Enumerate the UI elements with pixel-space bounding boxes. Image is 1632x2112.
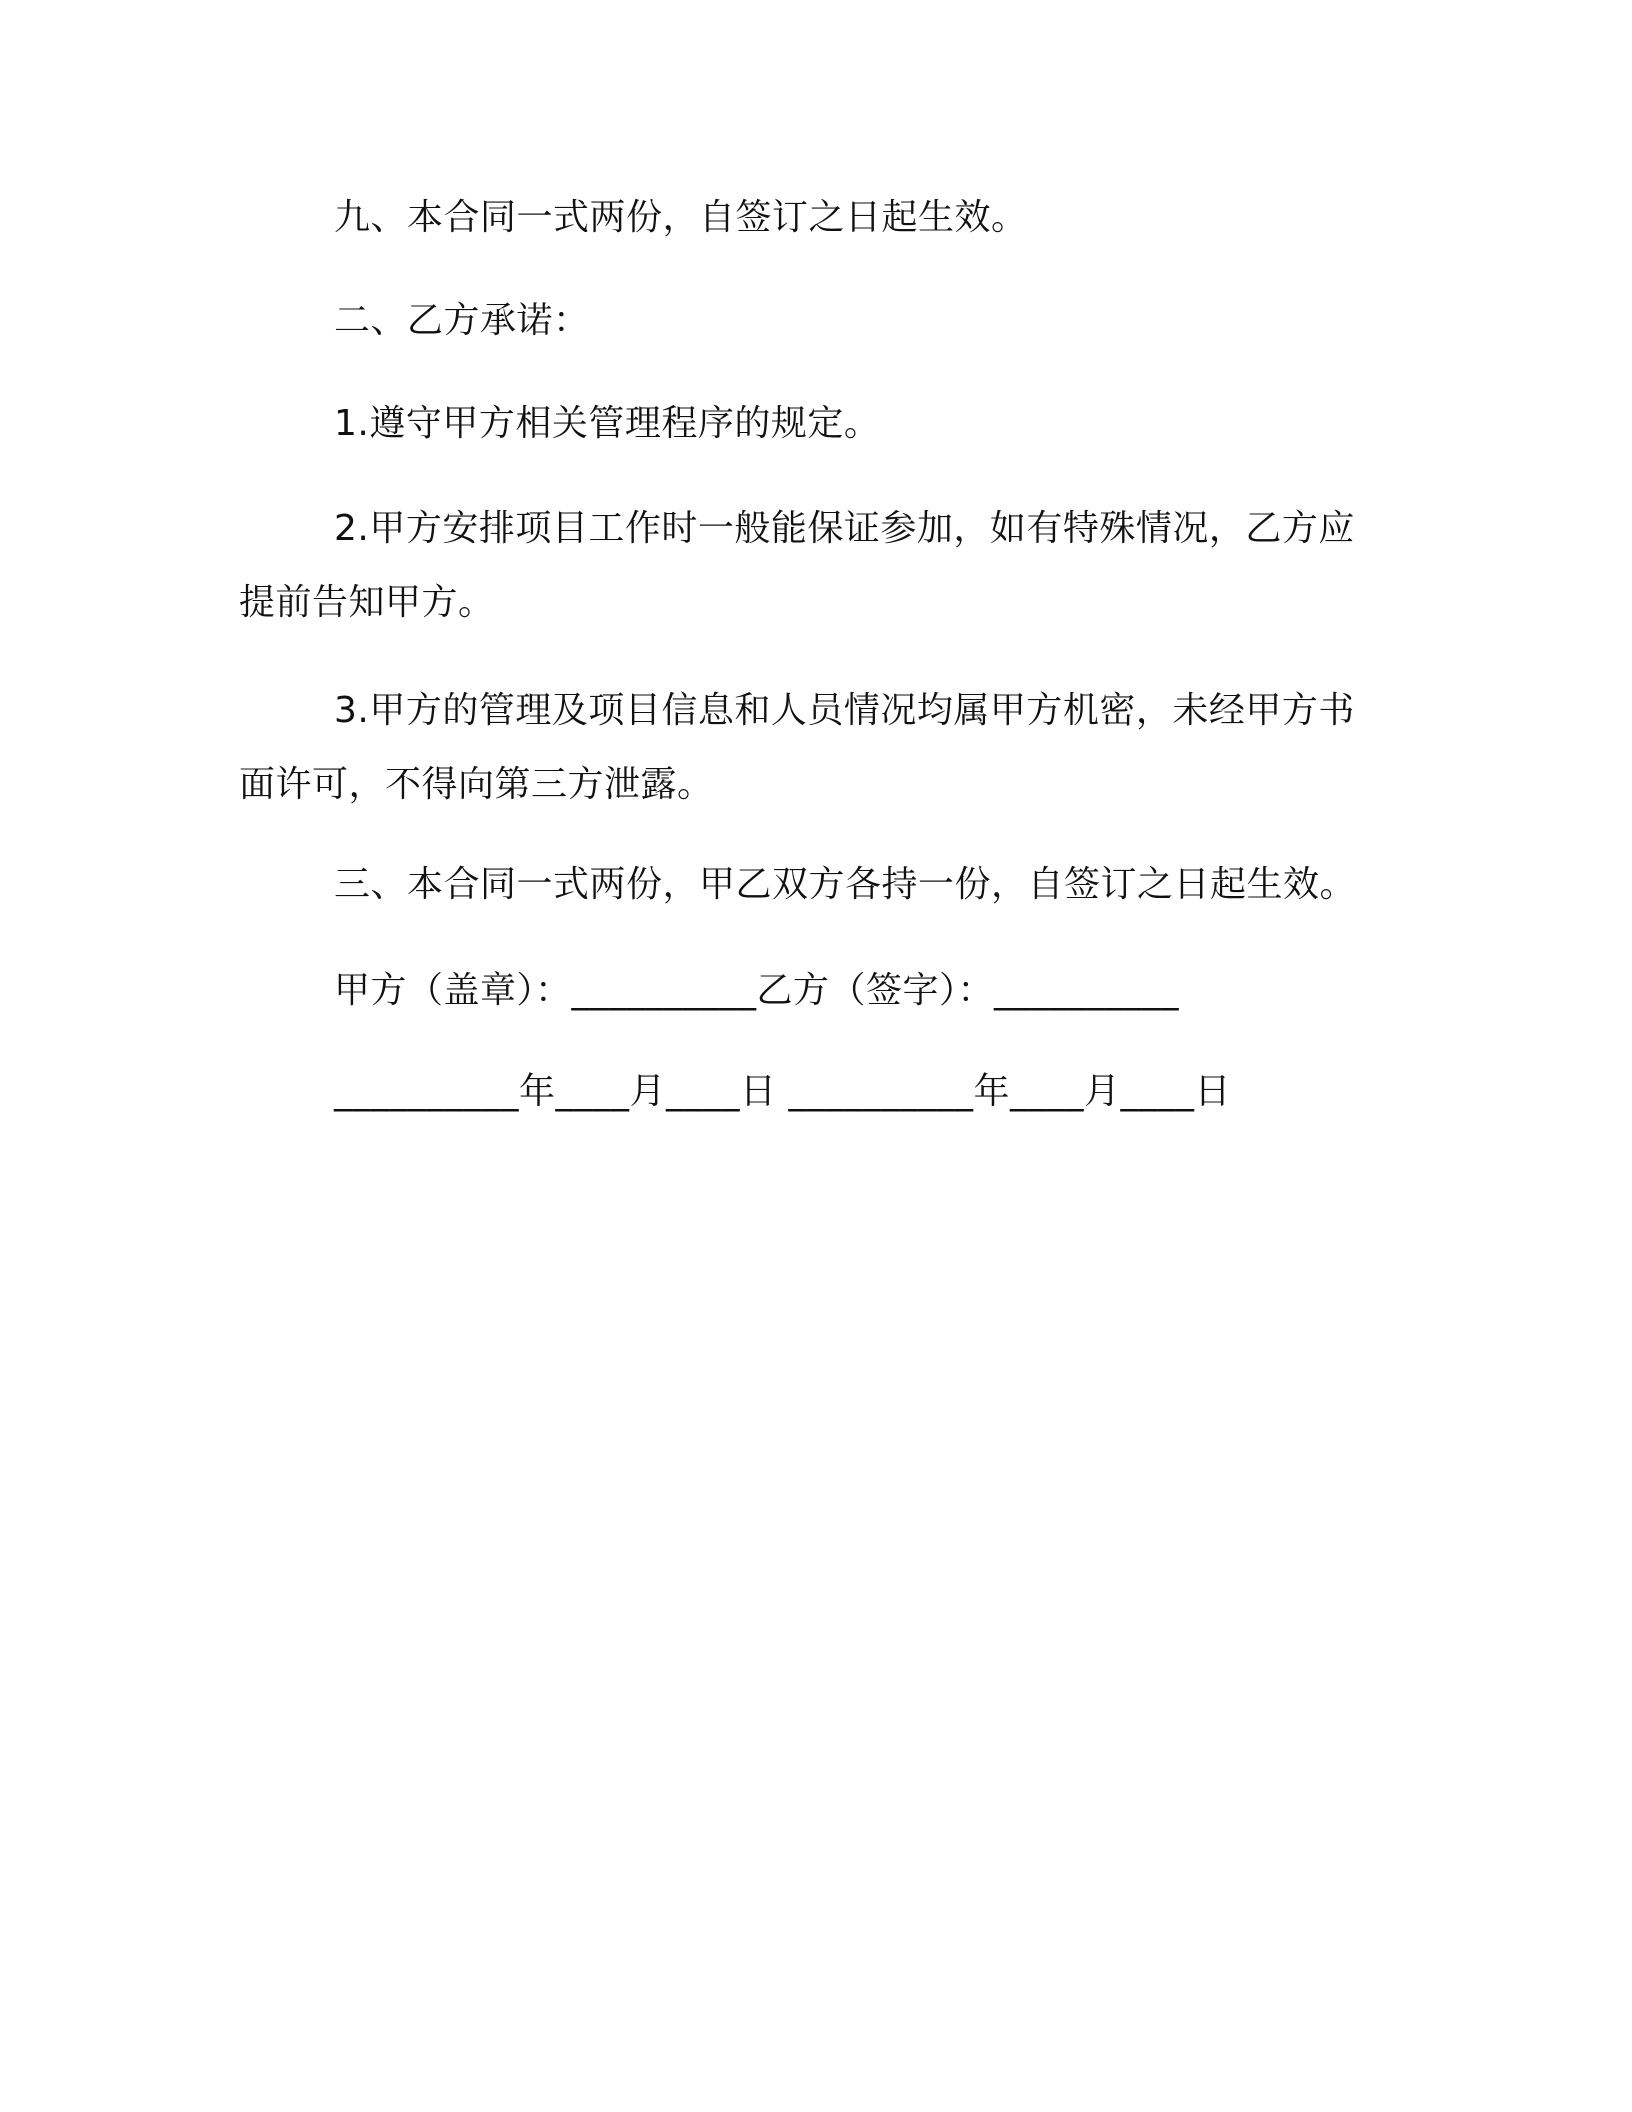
clause-nine: 九、本合同一式两份，自签订之日起生效。 (334, 197, 1028, 238)
commitment-item-2: 2.甲方安排项目工作时一般能保证参加，如有特殊情况，乙方应提前告知甲方。 (239, 508, 1355, 623)
commitment-item-1: 1.遵守甲方相关管理程序的规定。 (334, 403, 881, 444)
party-b-commitments-heading: 二、乙方承诺： (334, 300, 590, 341)
signature-line: 甲方（盖章）：__________乙方（签字）：__________ (334, 970, 1180, 1011)
clause-three: 三、本合同一式两份，甲乙双方各持一份，自签订之日起生效。 (334, 864, 1357, 905)
commitment-item-3: 3.甲方的管理及项目信息和人员情况均属甲方机密，未经甲方书面许可，不得向第三方泄露。 (239, 690, 1355, 805)
date-line: __________年____月____日 __________年____月____日 (334, 1071, 1231, 1112)
